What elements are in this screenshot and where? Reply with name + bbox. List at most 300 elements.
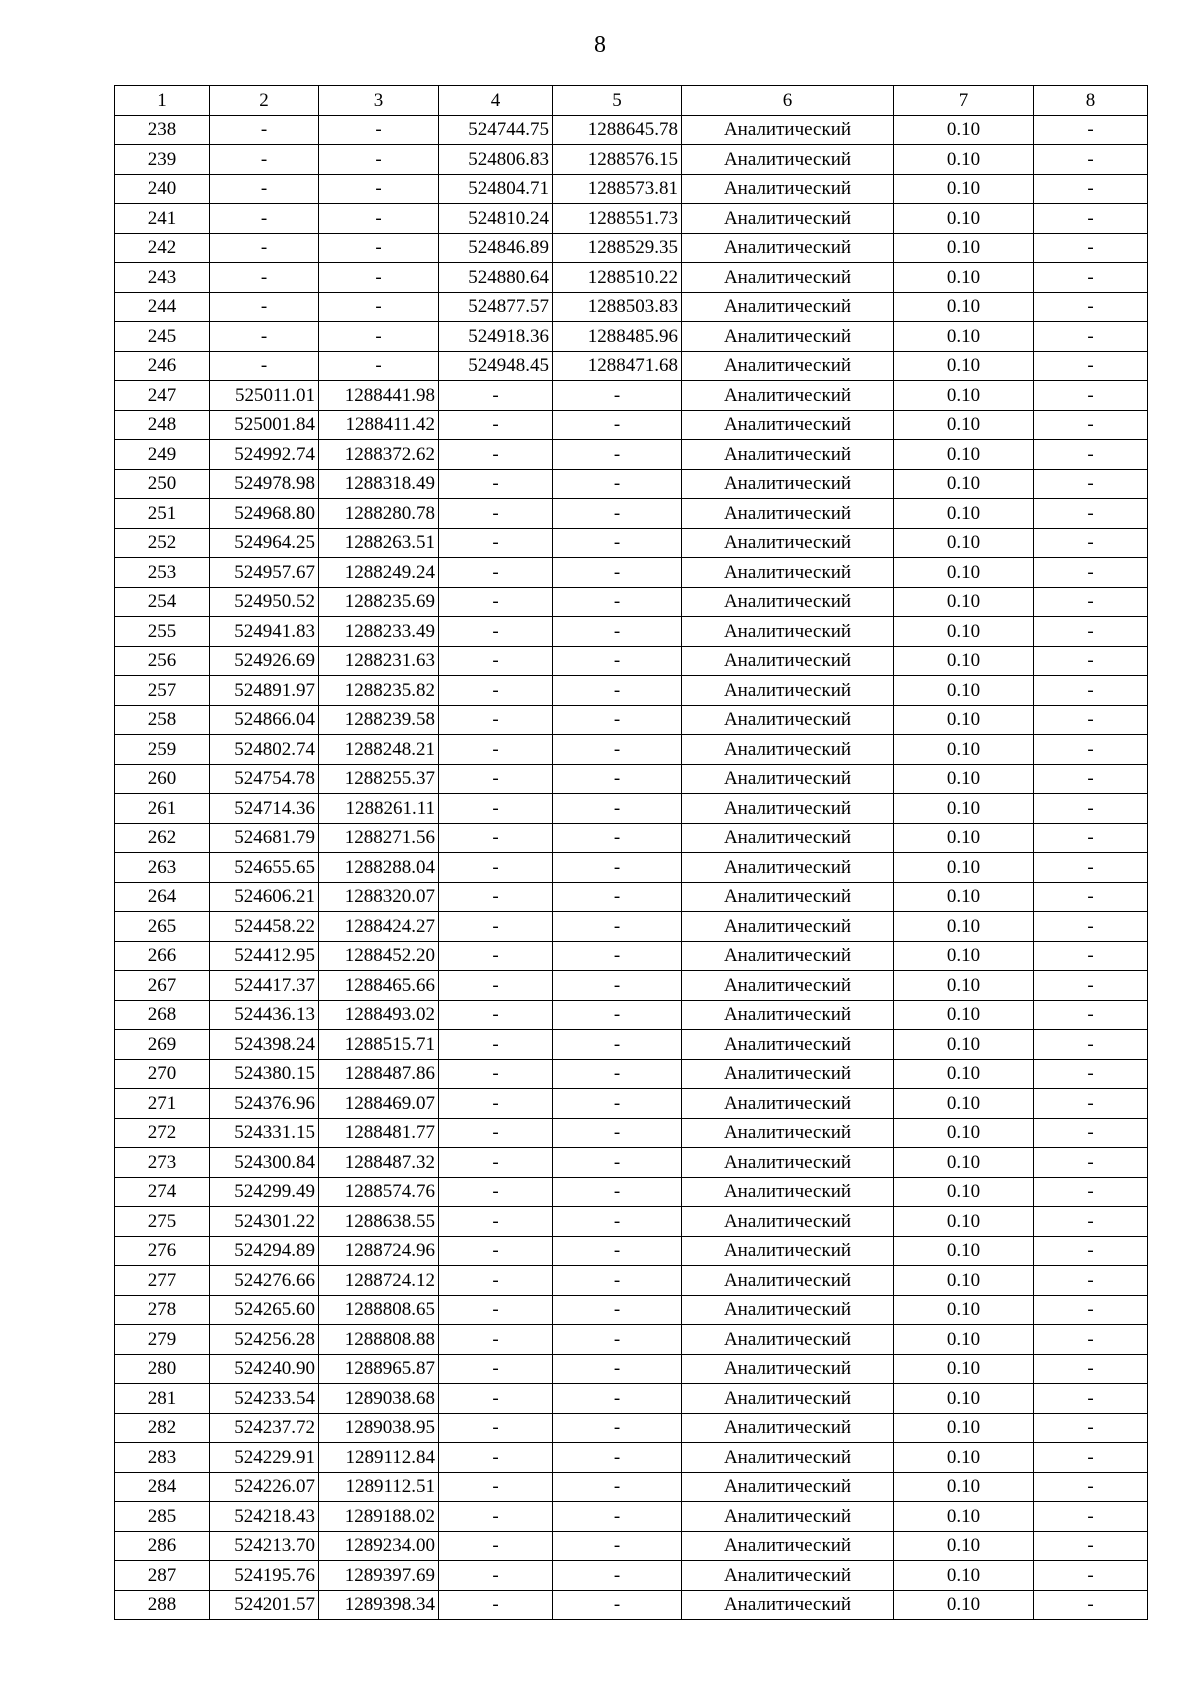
table-cell-col-3: - <box>319 322 439 352</box>
table-cell-col-1: 274 <box>115 1177 210 1207</box>
table-cell-col-4: - <box>439 1354 553 1384</box>
table-cell-col-2: 524417.37 <box>210 971 319 1001</box>
table-cell-col-5: - <box>553 499 682 529</box>
table-cell-col-5: 1288485.96 <box>553 322 682 352</box>
table-cell-col-4: - <box>439 469 553 499</box>
table-cell-col-2: 524213.70 <box>210 1531 319 1561</box>
table-cell-col-5: - <box>553 1384 682 1414</box>
table-cell-col-1: 257 <box>115 676 210 706</box>
table-cell-col-6: Аналитический <box>682 912 894 942</box>
table-cell-col-7: 0.10 <box>894 469 1034 499</box>
table-cell-col-7: 0.10 <box>894 823 1034 853</box>
table-cell-col-6: Аналитический <box>682 1295 894 1325</box>
table-cell-col-4: - <box>439 1325 553 1355</box>
table-cell-col-2: - <box>210 233 319 263</box>
table-cell-col-3: 1288424.27 <box>319 912 439 942</box>
table-row <box>115 1502 1148 1532</box>
table-cell-col-6: Аналитический <box>682 1354 894 1384</box>
table-cell-col-5: - <box>553 1295 682 1325</box>
table-cell-col-6: Аналитический <box>682 587 894 617</box>
table-cell-col-6: Аналитический <box>682 1207 894 1237</box>
table-cell-col-6: Аналитический <box>682 794 894 824</box>
table-cell-col-8: - <box>1034 1148 1148 1178</box>
table-cell-col-2: - <box>210 322 319 352</box>
table-cell-col-5: - <box>553 1561 682 1591</box>
table-cell-col-7: 0.10 <box>894 1059 1034 1089</box>
column-header-3: 3 <box>319 86 439 116</box>
table-cell-col-1: 269 <box>115 1030 210 1060</box>
table-cell-col-3: 1288372.62 <box>319 440 439 470</box>
table-cell-col-1: 251 <box>115 499 210 529</box>
table-row <box>115 971 1148 1001</box>
table-cell-col-6: Аналитический <box>682 1030 894 1060</box>
table-cell-col-3: 1288574.76 <box>319 1177 439 1207</box>
table-cell-col-4: - <box>439 558 553 588</box>
table-cell-col-3: 1288808.65 <box>319 1295 439 1325</box>
table-cell-col-3: 1288724.12 <box>319 1266 439 1296</box>
table-cell-col-6: Аналитический <box>682 1236 894 1266</box>
table-row <box>115 1295 1148 1325</box>
table-row <box>115 1118 1148 1148</box>
table-row <box>115 823 1148 853</box>
table-cell-col-6: Аналитический <box>682 882 894 912</box>
table-cell-col-5: 1288645.78 <box>553 115 682 145</box>
table-row <box>115 764 1148 794</box>
table-cell-col-6: Аналитический <box>682 1177 894 1207</box>
table-cell-col-1: 247 <box>115 381 210 411</box>
table-cell-col-8: - <box>1034 676 1148 706</box>
table-cell-col-5: - <box>553 1472 682 1502</box>
table-cell-col-2: 524436.13 <box>210 1000 319 1030</box>
table-cell-col-1: 256 <box>115 646 210 676</box>
table-cell-col-4: - <box>439 410 553 440</box>
table-cell-col-3: 1288493.02 <box>319 1000 439 1030</box>
table-cell-col-1: 260 <box>115 764 210 794</box>
table-cell-col-3: - <box>319 263 439 293</box>
table-cell-col-3: 1288515.71 <box>319 1030 439 1060</box>
table-cell-col-3: - <box>319 292 439 322</box>
table-cell-col-3: 1289112.51 <box>319 1472 439 1502</box>
table-cell-col-1: 244 <box>115 292 210 322</box>
table-cell-col-4: - <box>439 1030 553 1060</box>
table-cell-col-4: - <box>439 912 553 942</box>
table-cell-col-6: Аналитический <box>682 1472 894 1502</box>
table-cell-col-2: 524412.95 <box>210 941 319 971</box>
table-cell-col-2: 524195.76 <box>210 1561 319 1591</box>
table-cell-col-7: 0.10 <box>894 1236 1034 1266</box>
table-cell-col-4: 524806.83 <box>439 145 553 175</box>
table-cell-col-2: 524265.60 <box>210 1295 319 1325</box>
column-header-7: 7 <box>894 86 1034 116</box>
table-cell-col-8: - <box>1034 1325 1148 1355</box>
table-cell-col-7: 0.10 <box>894 292 1034 322</box>
table-row <box>115 410 1148 440</box>
table-cell-col-5: - <box>553 1502 682 1532</box>
table-row <box>115 1325 1148 1355</box>
table-cell-col-4: - <box>439 735 553 765</box>
table-cell-col-7: 0.10 <box>894 1502 1034 1532</box>
table-cell-col-2: 525011.01 <box>210 381 319 411</box>
table-cell-col-1: 285 <box>115 1502 210 1532</box>
table-cell-col-1: 280 <box>115 1354 210 1384</box>
table-cell-col-1: 263 <box>115 853 210 883</box>
table-cell-col-2: 524376.96 <box>210 1089 319 1119</box>
table-cell-col-6: Аналитический <box>682 469 894 499</box>
table-cell-col-6: Аналитический <box>682 233 894 263</box>
table-cell-col-7: 0.10 <box>894 145 1034 175</box>
table-row <box>115 1030 1148 1060</box>
table-cell-col-4: - <box>439 823 553 853</box>
table-cell-col-3: 1288233.49 <box>319 617 439 647</box>
table-cell-col-3: 1288481.77 <box>319 1118 439 1148</box>
table-cell-col-1: 286 <box>115 1531 210 1561</box>
table-cell-col-6: Аналитический <box>682 1089 894 1119</box>
table-cell-col-1: 239 <box>115 145 210 175</box>
table-cell-col-3: 1288465.66 <box>319 971 439 1001</box>
table-cell-col-8: - <box>1034 735 1148 765</box>
table-cell-col-6: Аналитический <box>682 764 894 794</box>
table-cell-col-3: 1288441.98 <box>319 381 439 411</box>
table-cell-col-6: Аналитический <box>682 1325 894 1355</box>
table-cell-col-7: 0.10 <box>894 1531 1034 1561</box>
table-cell-col-3: 1289038.95 <box>319 1413 439 1443</box>
table-row <box>115 853 1148 883</box>
table-cell-col-4: - <box>439 1118 553 1148</box>
table-cell-col-6: Аналитический <box>682 381 894 411</box>
table-cell-col-7: 0.10 <box>894 263 1034 293</box>
table-cell-col-6: Аналитический <box>682 322 894 352</box>
table-row <box>115 1266 1148 1296</box>
table-cell-col-5: - <box>553 558 682 588</box>
table-cell-col-3: 1288235.69 <box>319 587 439 617</box>
table-cell-col-6: Аналитический <box>682 705 894 735</box>
table-cell-col-8: - <box>1034 971 1148 1001</box>
coordinates-table <box>114 85 1148 1620</box>
table-cell-col-2: - <box>210 115 319 145</box>
table-cell-col-1: 254 <box>115 587 210 617</box>
table-cell-col-1: 272 <box>115 1118 210 1148</box>
table-cell-col-6: Аналитический <box>682 735 894 765</box>
table-cell-col-8: - <box>1034 1354 1148 1384</box>
table-cell-col-5: - <box>553 1531 682 1561</box>
table-cell-col-1: 259 <box>115 735 210 765</box>
table-cell-col-4: - <box>439 1413 553 1443</box>
table-cell-col-6: Аналитический <box>682 1413 894 1443</box>
table-row <box>115 558 1148 588</box>
table-row <box>115 115 1148 145</box>
table-cell-col-7: 0.10 <box>894 1561 1034 1591</box>
table-cell-col-7: 0.10 <box>894 587 1034 617</box>
table-cell-col-6: Аналитический <box>682 1000 894 1030</box>
table-cell-col-7: 0.10 <box>894 617 1034 647</box>
table-cell-col-4: - <box>439 1295 553 1325</box>
table-cell-col-8: - <box>1034 1266 1148 1296</box>
table-cell-col-8: - <box>1034 1118 1148 1148</box>
table-cell-col-8: - <box>1034 440 1148 470</box>
table-cell-col-7: 0.10 <box>894 1266 1034 1296</box>
table-cell-col-5: - <box>553 1177 682 1207</box>
table-cell-col-1: 246 <box>115 351 210 381</box>
table-cell-col-4: 524846.89 <box>439 233 553 263</box>
table-cell-col-3: 1288452.20 <box>319 941 439 971</box>
table-cell-col-5: - <box>553 1413 682 1443</box>
table-cell-col-4: - <box>439 794 553 824</box>
table-cell-col-6: Аналитический <box>682 528 894 558</box>
table-row <box>115 882 1148 912</box>
table-cell-col-4: - <box>439 1443 553 1473</box>
table-cell-col-4: - <box>439 853 553 883</box>
table-cell-col-6: Аналитический <box>682 115 894 145</box>
table-cell-col-7: 0.10 <box>894 115 1034 145</box>
table-cell-col-7: 0.10 <box>894 351 1034 381</box>
table-cell-col-2: - <box>210 292 319 322</box>
table-row <box>115 499 1148 529</box>
table-cell-col-5: - <box>553 971 682 1001</box>
table-cell-col-3: - <box>319 174 439 204</box>
table-cell-col-7: 0.10 <box>894 1354 1034 1384</box>
table-cell-col-5: - <box>553 941 682 971</box>
table-row <box>115 440 1148 470</box>
table-cell-col-3: 1288231.63 <box>319 646 439 676</box>
table-cell-col-7: 0.10 <box>894 882 1034 912</box>
table-cell-col-1: 264 <box>115 882 210 912</box>
table-cell-col-6: Аналитический <box>682 1148 894 1178</box>
table-cell-col-5: 1288573.81 <box>553 174 682 204</box>
table-cell-col-2: - <box>210 351 319 381</box>
table-row <box>115 735 1148 765</box>
table-cell-col-5: 1288576.15 <box>553 145 682 175</box>
column-header-1: 1 <box>115 86 210 116</box>
table-cell-col-2: 524380.15 <box>210 1059 319 1089</box>
table-cell-col-4: - <box>439 676 553 706</box>
table-cell-col-3: 1288248.21 <box>319 735 439 765</box>
table-cell-col-6: Аналитический <box>682 204 894 234</box>
table-cell-col-6: Аналитический <box>682 499 894 529</box>
table-cell-col-5: - <box>553 1207 682 1237</box>
table-cell-col-8: - <box>1034 1472 1148 1502</box>
table-cell-col-7: 0.10 <box>894 558 1034 588</box>
table-row <box>115 1384 1148 1414</box>
table-cell-col-8: - <box>1034 145 1148 175</box>
table-cell-col-6: Аналитический <box>682 263 894 293</box>
table-cell-col-4: - <box>439 381 553 411</box>
table-cell-col-8: - <box>1034 705 1148 735</box>
table-cell-col-1: 278 <box>115 1295 210 1325</box>
table-cell-col-5: - <box>553 794 682 824</box>
table-row <box>115 912 1148 942</box>
table-cell-col-7: 0.10 <box>894 735 1034 765</box>
table-cell-col-8: - <box>1034 1295 1148 1325</box>
table-cell-col-8: - <box>1034 1236 1148 1266</box>
table-cell-col-6: Аналитический <box>682 1590 894 1620</box>
table-cell-col-4: - <box>439 587 553 617</box>
table-cell-col-4: - <box>439 1089 553 1119</box>
table-cell-col-2: - <box>210 174 319 204</box>
table-cell-col-4: - <box>439 1531 553 1561</box>
table-cell-col-1: 250 <box>115 469 210 499</box>
table-row <box>115 1236 1148 1266</box>
table-cell-col-7: 0.10 <box>894 1384 1034 1414</box>
table-cell-col-4: - <box>439 1266 553 1296</box>
table-cell-col-4: - <box>439 1502 553 1532</box>
table-cell-col-5: - <box>553 617 682 647</box>
table-cell-col-3: 1288263.51 <box>319 528 439 558</box>
table-cell-col-1: 241 <box>115 204 210 234</box>
table-header <box>115 86 1148 116</box>
table-cell-col-3: 1289188.02 <box>319 1502 439 1532</box>
table-cell-col-3: - <box>319 145 439 175</box>
table-cell-col-4: 524810.24 <box>439 204 553 234</box>
table-cell-col-4: - <box>439 764 553 794</box>
table-cell-col-8: - <box>1034 853 1148 883</box>
table-row <box>115 263 1148 293</box>
table-cell-col-1: 288 <box>115 1590 210 1620</box>
table-cell-col-8: - <box>1034 292 1148 322</box>
table-cell-col-1: 238 <box>115 115 210 145</box>
table-row <box>115 1059 1148 1089</box>
column-header-2: 2 <box>210 86 319 116</box>
table-cell-col-3: - <box>319 233 439 263</box>
table-row <box>115 381 1148 411</box>
table-cell-col-1: 240 <box>115 174 210 204</box>
table-cell-col-5: - <box>553 1443 682 1473</box>
table-cell-col-8: - <box>1034 322 1148 352</box>
table-cell-col-7: 0.10 <box>894 440 1034 470</box>
table-cell-col-3: 1289112.84 <box>319 1443 439 1473</box>
table-row <box>115 322 1148 352</box>
table-cell-col-5: - <box>553 1000 682 1030</box>
table-cell-col-7: 0.10 <box>894 528 1034 558</box>
table-cell-col-5: - <box>553 1590 682 1620</box>
table-cell-col-7: 0.10 <box>894 646 1034 676</box>
table-cell-col-2: 524681.79 <box>210 823 319 853</box>
table-cell-col-3: 1289038.68 <box>319 1384 439 1414</box>
table-cell-col-8: - <box>1034 115 1148 145</box>
table-cell-col-7: 0.10 <box>894 1030 1034 1060</box>
table-cell-col-6: Аналитический <box>682 853 894 883</box>
table-cell-col-4: - <box>439 1000 553 1030</box>
table-cell-col-1: 245 <box>115 322 210 352</box>
table-cell-col-7: 0.10 <box>894 1000 1034 1030</box>
table-cell-col-2: 524458.22 <box>210 912 319 942</box>
table-cell-col-1: 283 <box>115 1443 210 1473</box>
table-cell-col-5: - <box>553 705 682 735</box>
table-cell-col-3: 1288239.58 <box>319 705 439 735</box>
table-cell-col-6: Аналитический <box>682 1118 894 1148</box>
table-cell-col-7: 0.10 <box>894 322 1034 352</box>
table-cell-col-5: - <box>553 381 682 411</box>
table-cell-col-3: 1288249.24 <box>319 558 439 588</box>
table-cell-col-7: 0.10 <box>894 1148 1034 1178</box>
table-cell-col-4: - <box>439 646 553 676</box>
table-cell-col-5: - <box>553 853 682 883</box>
table-row <box>115 1472 1148 1502</box>
table-cell-col-5: 1288471.68 <box>553 351 682 381</box>
table-cell-col-7: 0.10 <box>894 410 1034 440</box>
table-cell-col-3: 1288261.11 <box>319 794 439 824</box>
table-cell-col-5: - <box>553 440 682 470</box>
table-cell-col-5: - <box>553 1118 682 1148</box>
table-cell-col-1: 270 <box>115 1059 210 1089</box>
table-cell-col-3: 1288638.55 <box>319 1207 439 1237</box>
table-cell-col-1: 268 <box>115 1000 210 1030</box>
column-header-6: 6 <box>682 86 894 116</box>
table-cell-col-6: Аналитический <box>682 440 894 470</box>
table-cell-col-4: 524918.36 <box>439 322 553 352</box>
table-cell-col-7: 0.10 <box>894 499 1034 529</box>
table-cell-col-4: - <box>439 440 553 470</box>
table-cell-col-1: 258 <box>115 705 210 735</box>
table-cell-col-8: - <box>1034 558 1148 588</box>
table-cell-col-7: 0.10 <box>894 912 1034 942</box>
table-cell-col-2: - <box>210 263 319 293</box>
table-cell-col-6: Аналитический <box>682 1266 894 1296</box>
table-cell-col-2: 524229.91 <box>210 1443 319 1473</box>
table-cell-col-5: - <box>553 1030 682 1060</box>
table-cell-col-7: 0.10 <box>894 1325 1034 1355</box>
table-cell-col-1: 255 <box>115 617 210 647</box>
table-row <box>115 145 1148 175</box>
table-row <box>115 1207 1148 1237</box>
table-cell-col-2: 524754.78 <box>210 764 319 794</box>
table-row <box>115 1000 1148 1030</box>
table-cell-col-8: - <box>1034 410 1148 440</box>
table-cell-col-3: 1289234.00 <box>319 1531 439 1561</box>
table-cell-col-3: 1288271.56 <box>319 823 439 853</box>
table-cell-col-1: 243 <box>115 263 210 293</box>
table-cell-col-5: 1288510.22 <box>553 263 682 293</box>
table-cell-col-7: 0.10 <box>894 1089 1034 1119</box>
table-cell-col-2: - <box>210 145 319 175</box>
column-header-8: 8 <box>1034 86 1148 116</box>
table-cell-col-2: 524941.83 <box>210 617 319 647</box>
table-row <box>115 941 1148 971</box>
table-cell-col-3: 1288469.07 <box>319 1089 439 1119</box>
table-cell-col-2: 524331.15 <box>210 1118 319 1148</box>
table-cell-col-8: - <box>1034 1413 1148 1443</box>
table-cell-col-2: 524655.65 <box>210 853 319 883</box>
table-cell-col-5: 1288551.73 <box>553 204 682 234</box>
table-cell-col-8: - <box>1034 499 1148 529</box>
table-cell-col-7: 0.10 <box>894 204 1034 234</box>
table-row <box>115 292 1148 322</box>
table-cell-col-6: Аналитический <box>682 558 894 588</box>
table-cell-col-2: 524926.69 <box>210 646 319 676</box>
table-cell-col-1: 262 <box>115 823 210 853</box>
table-cell-col-3: 1288965.87 <box>319 1354 439 1384</box>
table-cell-col-7: 0.10 <box>894 676 1034 706</box>
table-cell-col-5: 1288529.35 <box>553 233 682 263</box>
table-cell-col-3: - <box>319 115 439 145</box>
table-cell-col-5: - <box>553 528 682 558</box>
table-cell-col-8: - <box>1034 1561 1148 1591</box>
table-cell-col-3: 1288255.37 <box>319 764 439 794</box>
table-row <box>115 233 1148 263</box>
table-cell-col-3: 1288808.88 <box>319 1325 439 1355</box>
table-cell-col-3: 1288487.32 <box>319 1148 439 1178</box>
table-cell-col-7: 0.10 <box>894 1118 1034 1148</box>
table-cell-col-6: Аналитический <box>682 145 894 175</box>
table-cell-col-2: 524398.24 <box>210 1030 319 1060</box>
table-cell-col-8: - <box>1034 1384 1148 1414</box>
table-cell-col-4: - <box>439 941 553 971</box>
table-cell-col-2: 524299.49 <box>210 1177 319 1207</box>
table-cell-col-5: - <box>553 1266 682 1296</box>
table-cell-col-3: 1288280.78 <box>319 499 439 529</box>
table-cell-col-3: 1288724.96 <box>319 1236 439 1266</box>
table-cell-col-1: 242 <box>115 233 210 263</box>
table-cell-col-7: 0.10 <box>894 1207 1034 1237</box>
